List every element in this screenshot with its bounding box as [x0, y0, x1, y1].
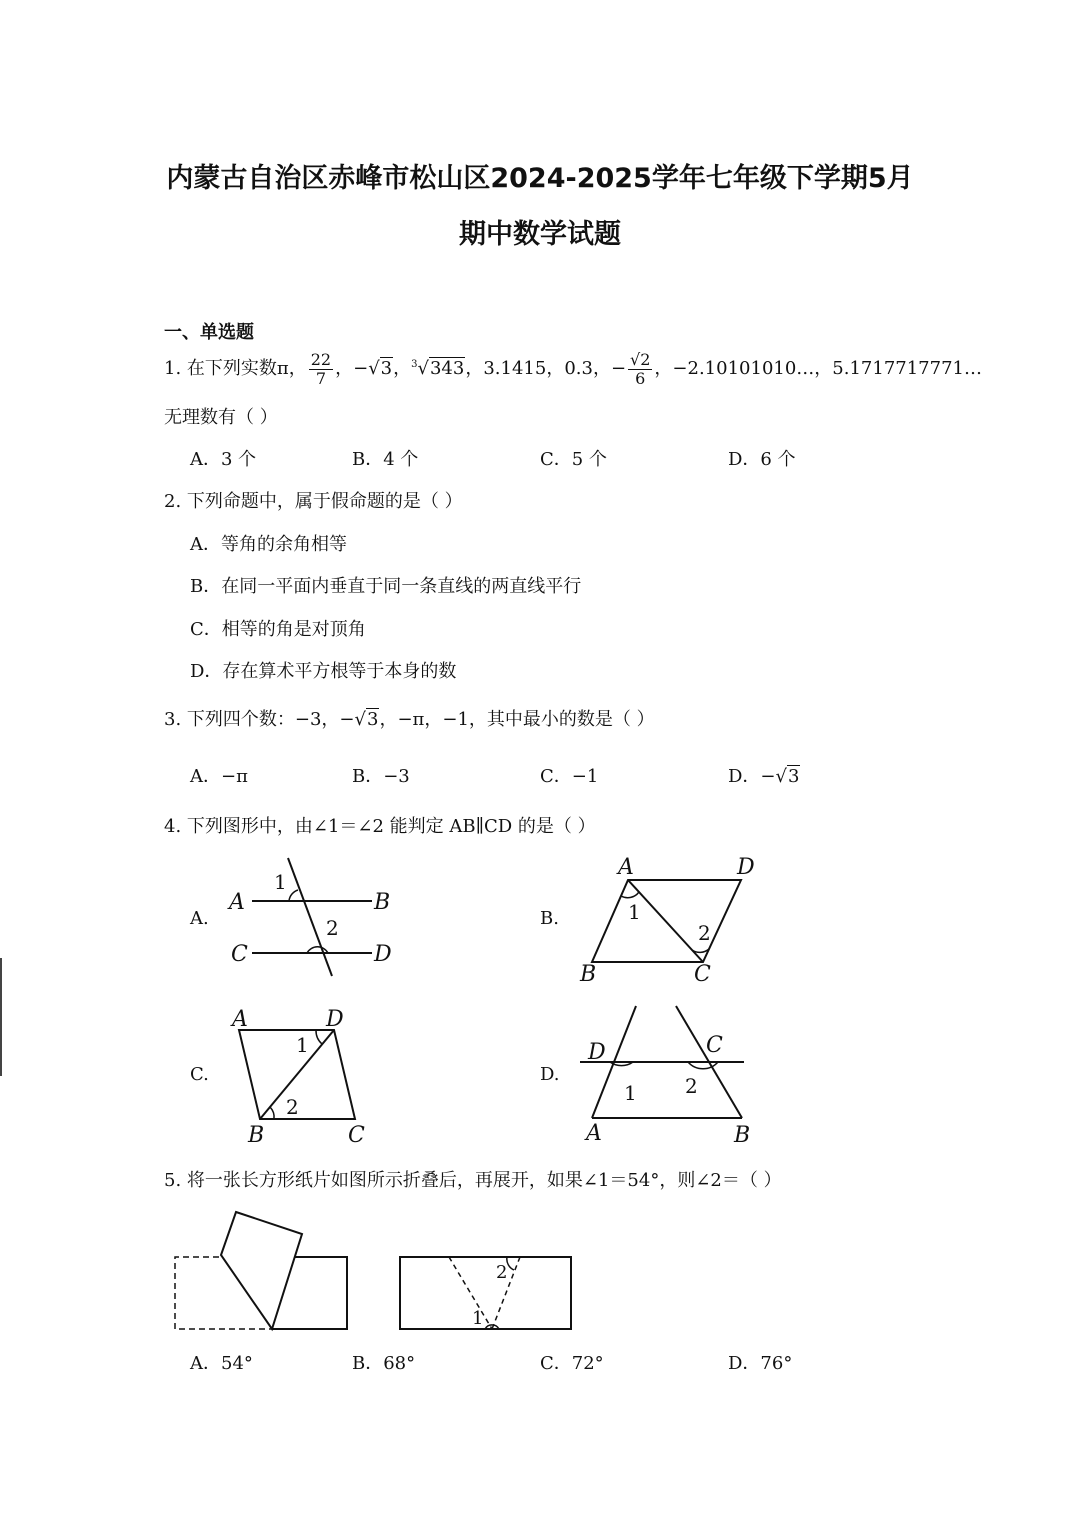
q1-option-d[interactable]: D．6 个	[728, 449, 796, 470]
title-line-2: 期中数学试题	[459, 219, 621, 250]
q1-sqrt3-radicand: 3	[380, 358, 393, 379]
point-b: B	[580, 962, 597, 987]
point-c: C	[706, 1033, 723, 1058]
scan-edge	[0, 958, 2, 1076]
point-b: B	[248, 1123, 265, 1147]
q1-stem-part-b: ，−	[335, 358, 369, 379]
question-2-stem: 2. 下列命题中，属于假命题的是（ ）	[164, 491, 463, 512]
angle-2-label: 2	[685, 1074, 698, 1098]
point-d: D	[326, 1007, 344, 1032]
q3-stem-part-b: ，−π，−1，其中最小的数是（ ）	[379, 709, 655, 730]
point-b: B	[374, 890, 391, 915]
point-c: C	[348, 1123, 365, 1147]
point-d: D	[737, 855, 755, 880]
q2-option-c[interactable]: C．相等的角是对顶角	[190, 619, 366, 640]
q3-option-d-prefix: D．−	[728, 766, 776, 787]
q1-stem-line-2: 无理数有（ ）	[164, 407, 278, 428]
q2-option-b[interactable]: B．在同一平面内垂直于同一条直线的两直线平行	[190, 576, 582, 597]
q1-cbrt-index: 3	[411, 359, 418, 370]
question-4-stem: 4. 下列图形中，由∠1＝∠2 能判定 AB∥CD 的是（ ）	[164, 816, 596, 837]
title-line-1: 内蒙古自治区赤峰市松山区2024-2025学年七年级下学期5月	[166, 163, 914, 194]
unfolded-paper	[400, 1257, 571, 1329]
point-d: D	[588, 1040, 606, 1065]
point-c: C	[694, 962, 711, 987]
q5-option-c[interactable]: C．72°	[540, 1353, 604, 1374]
angle-1-arc	[316, 1030, 322, 1044]
angle-2-label: 2	[326, 916, 339, 940]
q1-stem-part-d: ，3.1415，0.3，−	[465, 358, 627, 379]
angle-2-label: 2	[698, 921, 711, 945]
q1-fraction-root2-6	[628, 351, 652, 387]
point-a: A	[232, 1007, 248, 1032]
q1-stem-part-c: ，	[393, 358, 412, 379]
angle-1-label: 1	[274, 870, 287, 894]
question-1-stem	[164, 346, 982, 392]
q1-option-c[interactable]: C．5 个	[540, 449, 607, 470]
q3-option-d-radicand: 3	[788, 766, 800, 787]
q2-option-a[interactable]: A．等角的余角相等	[190, 534, 347, 555]
q3-option-d[interactable]	[728, 768, 800, 786]
question-3-stem	[164, 711, 655, 729]
angle-1-label: 1	[624, 1081, 637, 1105]
angle-1-label: 1	[628, 900, 641, 924]
q1-frac2-den: 6	[635, 368, 646, 388]
angle-1-arc	[621, 892, 639, 898]
q4-option-c-label[interactable]: C.	[190, 1064, 209, 1085]
q1-option-b[interactable]: B．4 个	[352, 449, 419, 470]
q4-figure-a	[222, 852, 412, 982]
point-a: A	[229, 890, 245, 915]
point-a: A	[586, 1121, 602, 1146]
q1-frac1-num: 22	[310, 349, 332, 369]
q1-cbrt343: $^3$√343	[411, 358, 465, 379]
angle-1-arc	[289, 890, 298, 901]
q3-sqrt3-radicand: 3	[367, 709, 379, 730]
point-c: C	[231, 942, 248, 967]
q1-stem-part-a: 1. 在下列实数π，	[164, 358, 307, 379]
angle-2-arc	[270, 1107, 274, 1119]
q1-frac1-den: 7	[315, 368, 326, 388]
q5-option-b[interactable]: B．68°	[352, 1353, 416, 1374]
q1-sqrt3: √3	[368, 358, 393, 379]
q5-option-d[interactable]: D．76°	[728, 1353, 793, 1374]
folded-flap	[221, 1212, 302, 1329]
point-d: D	[374, 942, 392, 967]
q1-fraction-22-7	[309, 351, 333, 387]
q2-option-d[interactable]: D．存在算术平方根等于本身的数	[190, 661, 457, 682]
angle-2-arc	[507, 1257, 514, 1270]
fold-crease-left	[449, 1257, 492, 1329]
q4-option-b-label[interactable]: B.	[540, 908, 559, 929]
angle-1-label: 1	[472, 1308, 484, 1329]
q3-option-b[interactable]: B．−3	[352, 766, 410, 787]
q4-option-d-label[interactable]: D.	[540, 1064, 560, 1085]
point-b: B	[734, 1123, 751, 1147]
angle-2-label: 2	[496, 1262, 508, 1283]
q3-sqrt3: √3	[354, 709, 379, 730]
q4-figure-d	[572, 1002, 772, 1147]
angle-2-arc	[692, 949, 709, 952]
point-a: A	[618, 855, 634, 880]
q1-stem-part-e: ，−2.10101010…，5.1717717771…	[654, 358, 982, 379]
q5-option-a[interactable]: A．54°	[190, 1353, 253, 1374]
q5-figure	[164, 1200, 594, 1340]
angle-1-label: 1	[296, 1033, 309, 1057]
q3-option-d-sqrt: √3	[775, 766, 800, 787]
q4-option-a-label[interactable]: A.	[190, 908, 209, 929]
q4-figure-c	[222, 1002, 402, 1147]
q3-stem-part-a: 3. 下列四个数：−3，−	[164, 709, 355, 730]
question-5-stem: 5. 将一张长方形纸片如图所示折叠后，再展开，如果∠1＝54°，则∠2＝（ ）	[164, 1170, 782, 1191]
q3-option-c[interactable]: C．−1	[540, 766, 599, 787]
q3-option-a[interactable]: A．−π	[190, 766, 248, 787]
section-heading: 一、单选题	[164, 322, 254, 343]
q1-option-a[interactable]: A．3 个	[190, 449, 257, 470]
angle-2-label: 2	[286, 1095, 299, 1119]
q4-figure-b	[572, 852, 772, 987]
q1-cbrt-radicand: 343	[429, 358, 465, 379]
q1-frac2-num: √2	[630, 349, 651, 369]
